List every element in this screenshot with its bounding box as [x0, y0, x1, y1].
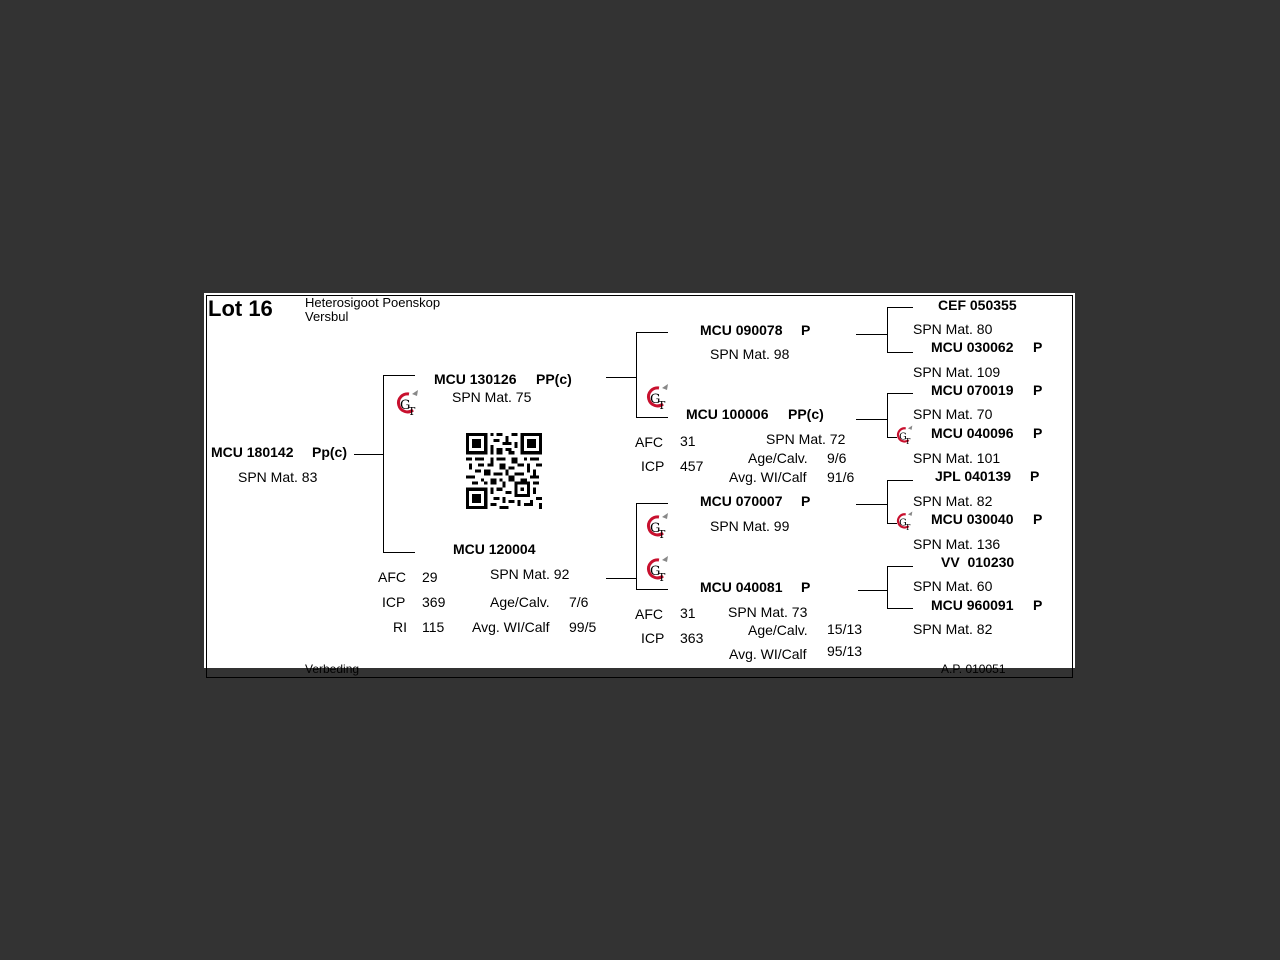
connector-line [887, 393, 888, 438]
g4-id: MCU 040096 [931, 425, 1014, 441]
dd-agecalv-value: 15/13 [827, 621, 863, 637]
dd-afc-value: 31 [680, 605, 696, 621]
dam-wicalf-value: 99/5 [569, 619, 597, 635]
connector-line [606, 377, 636, 378]
sd-icp-label: ICP [641, 458, 665, 474]
sd-spn: SPN Mat. 72 [766, 431, 846, 447]
g4-spn: SPN Mat. 60 [913, 578, 993, 594]
connector-line [887, 352, 913, 353]
connector-line [887, 480, 888, 524]
g4-id: MCU 070019 [931, 382, 1014, 398]
lot-description-1: Heterosigoot Poenskop [305, 295, 441, 310]
ss-id: MCU 090078 [700, 322, 783, 338]
connector-line [856, 504, 887, 505]
g4-id: VV 010230 [941, 554, 1015, 570]
connector-line [636, 332, 637, 418]
sd-agecalv-label: Age/Calv. [748, 450, 808, 466]
svg-text:T: T [905, 436, 911, 446]
g4-tag: P [1033, 511, 1043, 527]
gt-breeders-logo-icon [643, 511, 673, 541]
footer-left-clipped: Verbeding [305, 662, 360, 676]
connector-line [887, 307, 888, 353]
dd-spn: SPN Mat. 73 [728, 604, 808, 620]
svg-text:G: G [650, 521, 661, 536]
connector-line [887, 566, 888, 609]
g4-id: JPL 040139 [935, 468, 1012, 484]
g4-tag: P [1030, 468, 1040, 484]
dd-afc-label: AFC [635, 606, 663, 622]
svg-text:T: T [658, 528, 666, 541]
footer-right-clipped: A.P. 010051 [941, 662, 1006, 676]
svg-text:T: T [658, 571, 666, 584]
connector-line [354, 454, 383, 455]
ds-tag: P [801, 493, 811, 509]
svg-text:T: T [905, 522, 911, 532]
qr-code-icon [466, 433, 542, 509]
connector-line [606, 578, 636, 579]
dam-agecalv-value: 7/6 [569, 594, 589, 610]
dd-agecalv-label: Age/Calv. [748, 622, 808, 638]
g4-tag: P [1033, 425, 1043, 441]
dd-icp-label: ICP [641, 630, 665, 646]
g4-spn: SPN Mat. 82 [913, 493, 993, 509]
dam-icp-label: ICP [382, 594, 406, 610]
connector-line [887, 608, 913, 609]
dd-tag: P [801, 579, 811, 595]
ds-spn: SPN Mat. 99 [710, 518, 790, 534]
lot-title: Lot 16 [208, 296, 273, 321]
g4-spn: SPN Mat. 136 [913, 536, 1001, 552]
g4-id: MCU 030062 [931, 339, 1014, 355]
ss-spn: SPN Mat. 98 [710, 346, 790, 362]
g4-tag: P [1033, 339, 1043, 355]
dam-id: MCU 120004 [453, 541, 536, 557]
gt-breeders-logo-icon [894, 510, 916, 532]
dam-agecalv-label: Age/Calv. [490, 594, 550, 610]
sire-spn: SPN Mat. 75 [452, 389, 532, 405]
sd-wicalf-label: Avg. WI/Calf [729, 469, 807, 485]
sd-id: MCU 100006 [686, 406, 769, 422]
g4-id: MCU 030040 [931, 511, 1014, 527]
dam-wicalf-label: Avg. WI/Calf [472, 619, 550, 635]
connector-line [383, 375, 415, 376]
g4-spn: SPN Mat. 101 [913, 450, 1001, 466]
sd-agecalv-value: 9/6 [827, 450, 847, 466]
ds-id: MCU 070007 [700, 493, 783, 509]
connector-line [383, 375, 384, 553]
g4-id: CEF 050355 [938, 297, 1017, 313]
svg-text:G: G [899, 431, 907, 443]
dd-id: MCU 040081 [700, 579, 783, 595]
gt-breeders-logo-icon [643, 554, 673, 584]
svg-text:G: G [650, 564, 661, 579]
g4-spn: SPN Mat. 82 [913, 621, 993, 637]
g4-spn: SPN Mat. 109 [913, 364, 1001, 380]
g4-spn: SPN Mat. 70 [913, 406, 993, 422]
dam-ri-value: 115 [422, 619, 445, 635]
animal-id: MCU 180142 [211, 444, 294, 460]
gt-breeders-logo-icon [643, 382, 673, 412]
animal-spn: SPN Mat. 83 [238, 469, 318, 485]
svg-text:G: G [650, 392, 661, 407]
sd-tag: PP(c) [788, 406, 824, 422]
connector-line [856, 334, 887, 335]
sd-afc-value: 31 [680, 433, 696, 449]
g4-tag: P [1033, 597, 1043, 613]
dam-afc-value: 29 [422, 569, 438, 585]
connector-line [636, 503, 668, 504]
connector-line [887, 393, 913, 394]
sire-id: MCU 130126 [434, 371, 517, 387]
dam-icp-value: 369 [422, 594, 446, 610]
sd-afc-label: AFC [635, 434, 663, 450]
dam-afc-label: AFC [378, 569, 406, 585]
connector-line [858, 590, 887, 591]
g4-id: MCU 960091 [931, 597, 1014, 613]
gt-breeders-logo-icon [894, 424, 916, 446]
dam-ri-label: RI [393, 619, 407, 635]
sire-tag: PP(c) [536, 371, 572, 387]
svg-text:T: T [658, 399, 666, 412]
svg-text:G: G [400, 398, 411, 413]
connector-line [636, 332, 668, 333]
connector-line [887, 566, 913, 567]
sd-wicalf-value: 91/6 [827, 469, 855, 485]
connector-line [636, 417, 668, 418]
svg-text:T: T [408, 405, 416, 418]
ss-tag: P [801, 322, 811, 338]
animal-tag: Pp(c) [312, 444, 347, 460]
connector-line [383, 552, 415, 553]
svg-text:G: G [899, 517, 907, 529]
lot-description-2: Versbul [305, 309, 349, 324]
connector-line [887, 480, 913, 481]
gt-breeders-logo-icon [393, 388, 423, 418]
connector-line [636, 503, 637, 590]
dam-spn: SPN Mat. 92 [490, 566, 570, 582]
sd-icp-value: 457 [680, 458, 704, 474]
g4-tag: P [1033, 382, 1043, 398]
connector-line [856, 419, 887, 420]
dd-wicalf-label: Avg. WI/Calf [729, 646, 807, 662]
pedigree-card [204, 293, 1075, 676]
connector-line [636, 589, 668, 590]
g4-spn: SPN Mat. 80 [913, 321, 993, 337]
connector-line [887, 307, 913, 308]
dd-icp-value: 363 [680, 630, 704, 646]
dd-wicalf-value: 95/13 [827, 643, 863, 659]
